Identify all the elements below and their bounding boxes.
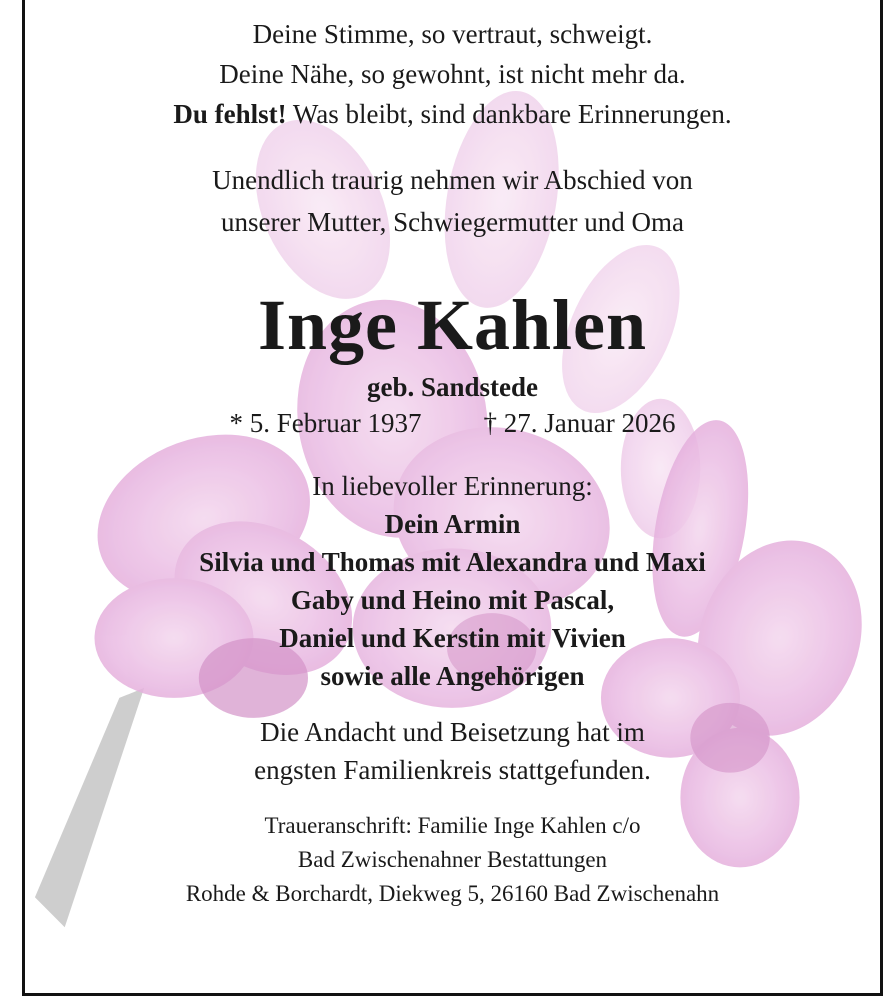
poem	[25, 14, 880, 134]
mourning-address	[25, 809, 880, 911]
family-list	[25, 505, 880, 695]
address-line: Bad Zwischenahner Bestattungen	[297, 847, 608, 872]
poem-line	[25, 94, 880, 134]
family-member: Daniel und Kerstin mit Vivien	[279, 623, 626, 653]
service-line: engsten Familienkreis stattgefunden.	[254, 755, 651, 785]
service-line: Die Andacht und Beisetzung hat im	[260, 717, 645, 747]
intro-line: Unendlich traurig nehmen wir Abschied von	[212, 165, 693, 195]
remembrance-heading: In liebevoller Erinnerung:	[312, 471, 593, 501]
poem-line-rest: Was bleibt, sind dankbare Erinnerungen.	[286, 99, 732, 129]
maiden-name: geb. Sandstede	[366, 372, 539, 402]
family-member: sowie alle Angehörigen	[320, 661, 585, 691]
farewell-intro	[25, 159, 880, 243]
poem-line: Deine Nähe, so gewohnt, ist nicht mehr da.	[219, 59, 686, 89]
address-line: Rohde & Borchardt, Diekweg 5, 26160 Bad Zwischenahn	[185, 881, 720, 906]
obituary-text	[25, 0, 880, 911]
life-dates	[25, 405, 880, 441]
death-date: † 27. Januar 2026	[483, 408, 676, 438]
family-member: Silvia und Thomas mit Alexandra und Maxi	[199, 547, 706, 577]
intro-line: unserer Mutter, Schwiegermutter und Oma	[220, 207, 685, 237]
address-line: Traueranschrift: Familie Inge Kahlen c/o	[264, 813, 641, 838]
birth-date: * 5. Februar 1937	[229, 408, 422, 438]
service-notice	[25, 713, 880, 789]
poem-line: Deine Stimme, so vertraut, schweigt.	[252, 19, 653, 49]
family-member: Dein Armin	[384, 509, 521, 539]
family-member: Gaby und Heino mit Pascal,	[290, 585, 615, 615]
poem-emphasis: Du fehlst!	[173, 99, 287, 129]
deceased-name: Inge Kahlen	[257, 285, 648, 365]
obituary-frame	[22, 0, 883, 996]
